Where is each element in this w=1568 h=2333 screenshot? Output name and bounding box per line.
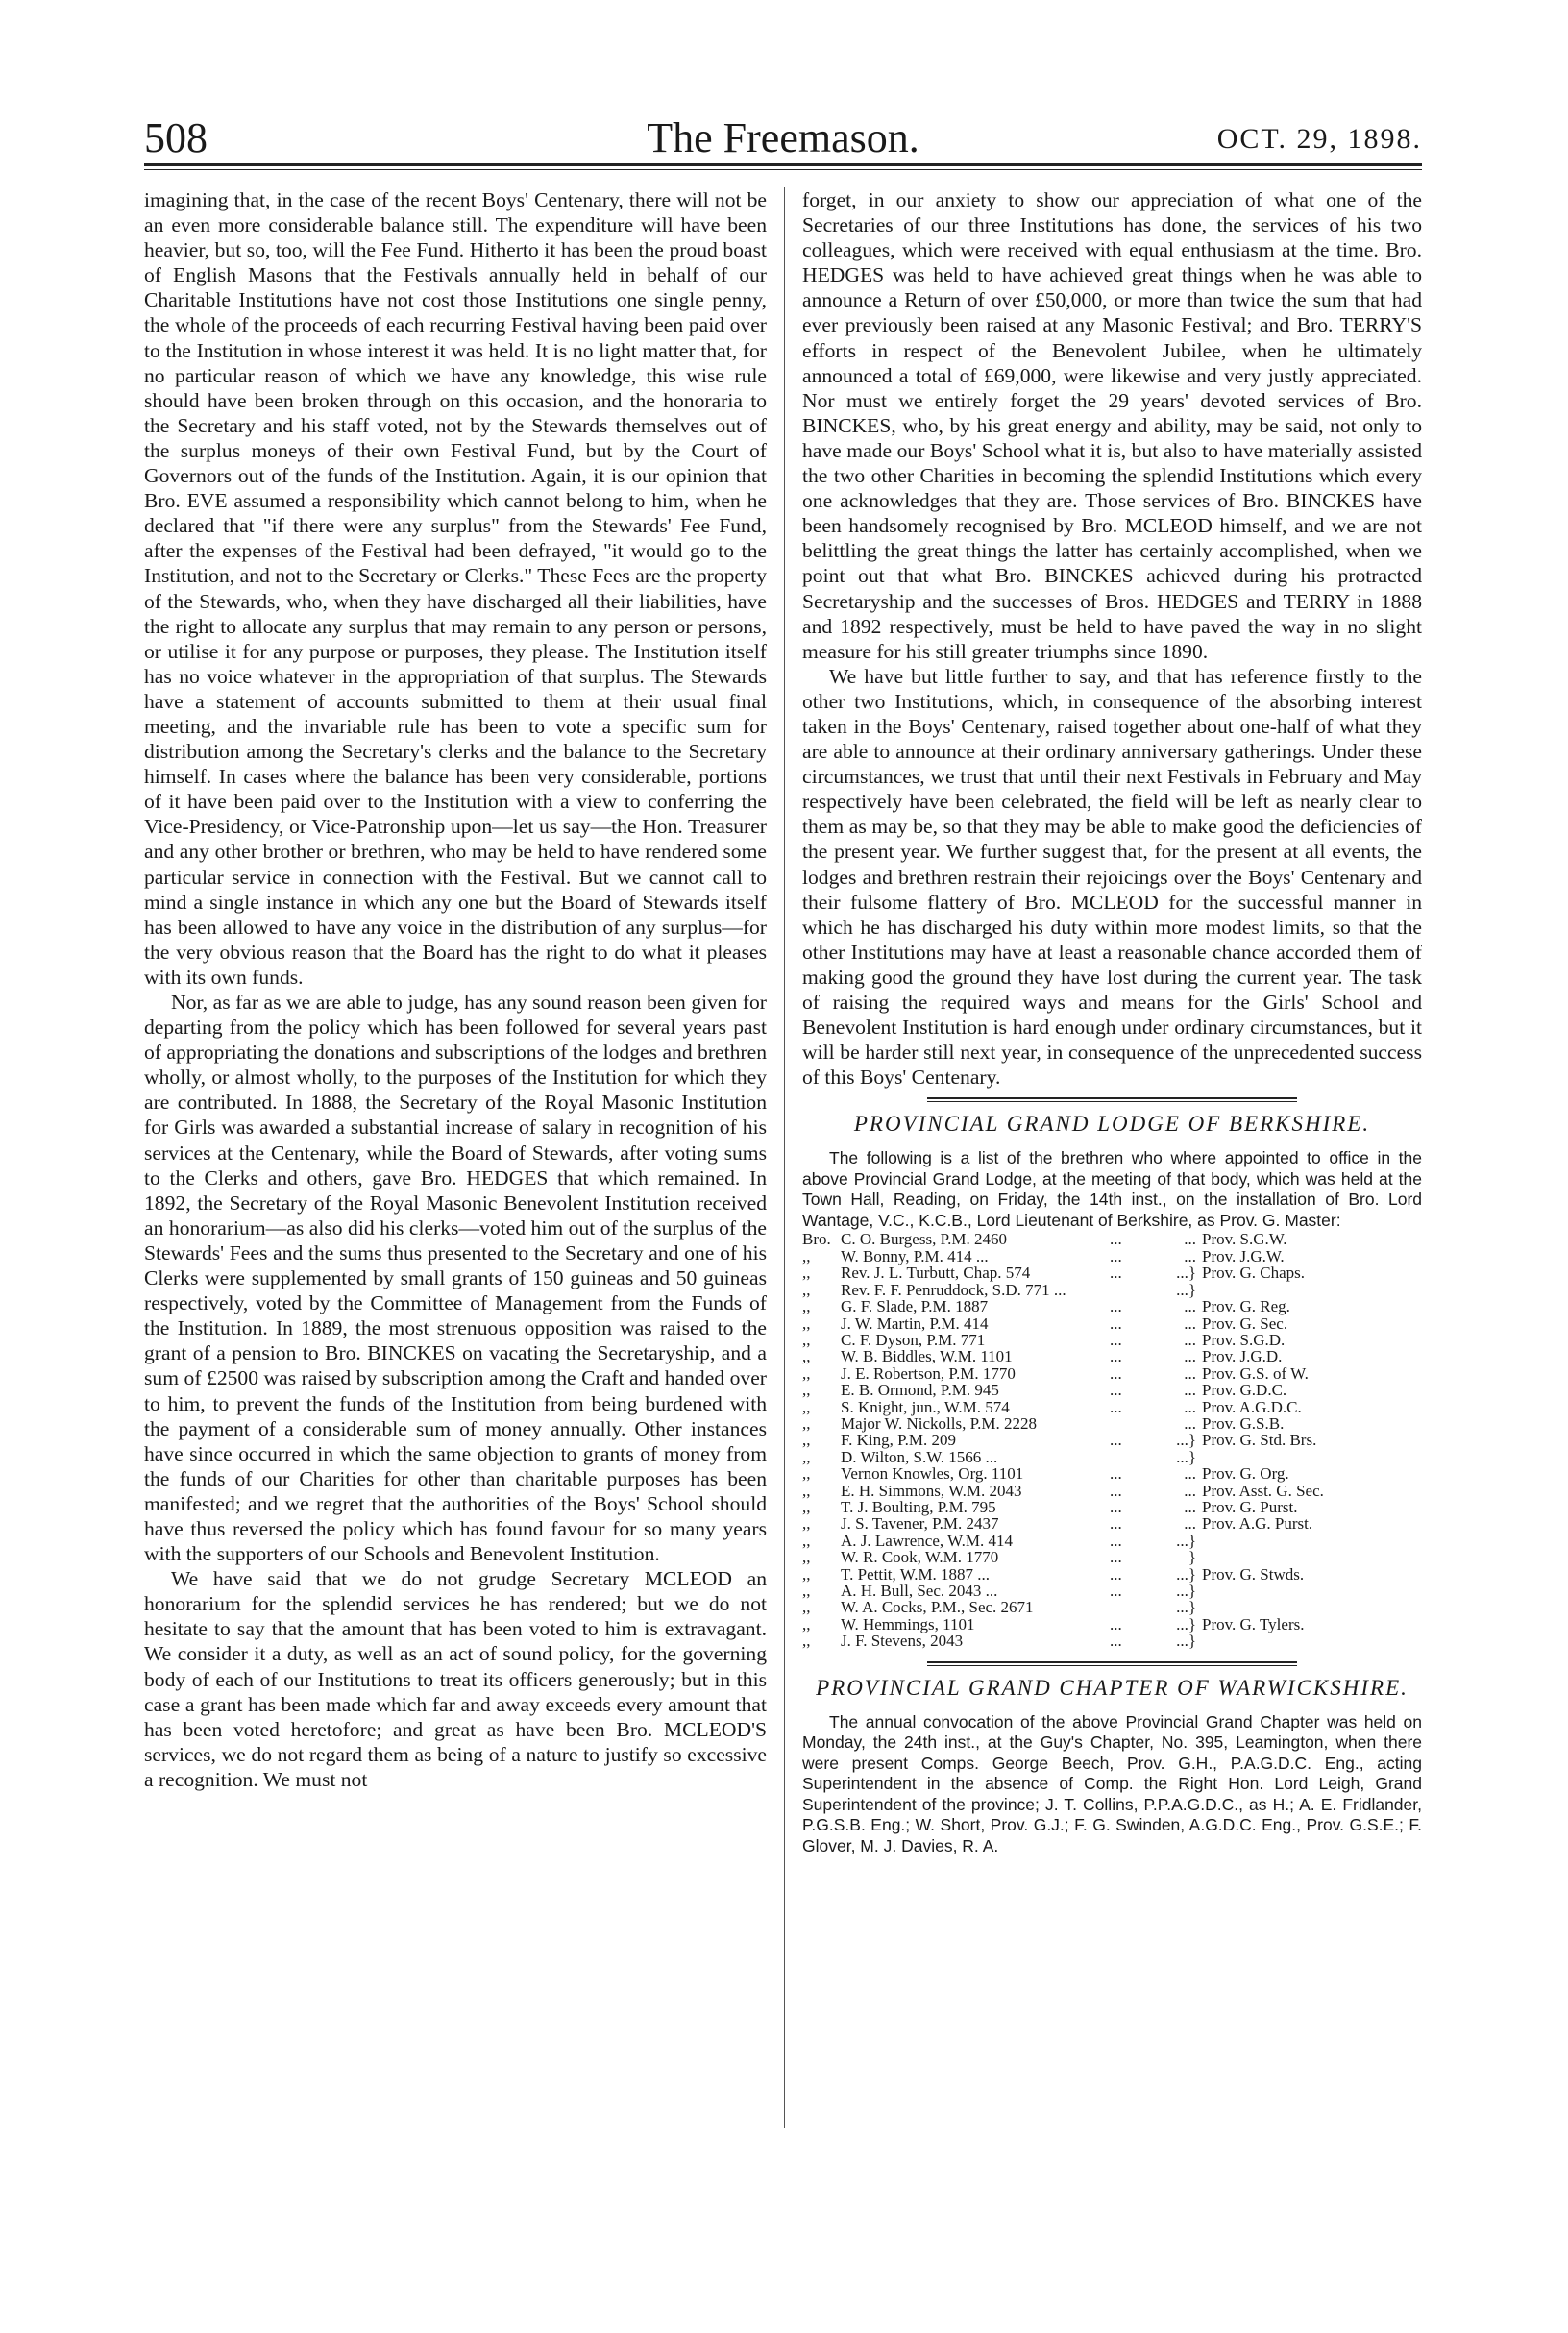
officer-office — [1196, 1583, 1422, 1599]
officer-prefix: ,, — [802, 1582, 811, 1600]
officer-brace: ...} — [1176, 1280, 1196, 1299]
officer-name: E. B. Ormond, P.M. 945 — [841, 1381, 999, 1400]
officer-list — [802, 1231, 1422, 1649]
officer-name: Rev. F. F. Penruddock, S.D. 771 ... — [841, 1280, 1066, 1299]
officer-row — [802, 1465, 1422, 1482]
officer-row — [802, 1231, 1422, 1247]
officer-name: W. Bonny, P.M. 414 ... — [841, 1246, 989, 1265]
officer-prefix: ,, — [802, 1614, 811, 1633]
officer-dots — [1110, 1415, 1167, 1432]
officer-brace: } — [1188, 1548, 1196, 1567]
officer-office: Prov. G. Chaps. — [1202, 1264, 1306, 1283]
officer-brace: ...} — [1176, 1431, 1196, 1450]
officer-name: S. Knight, jun., W.M. 574 — [841, 1397, 1010, 1416]
officer-dots: ... — [1110, 1347, 1122, 1366]
officer-office: Prov. S.G.D. — [1202, 1330, 1286, 1349]
officer-row — [802, 1382, 1422, 1398]
officer-dots: ... — [1110, 1531, 1122, 1550]
officer-name: A. H. Bull, Sec. 2043 ... — [841, 1582, 998, 1600]
officer-name: G. F. Slade, P.M. 1887 — [841, 1297, 989, 1316]
officer-dots: ... — [1110, 1230, 1122, 1249]
officer-office: Prov. J.G.D. — [1202, 1347, 1283, 1366]
officer-prefix: ,, — [802, 1397, 811, 1416]
officer-row — [802, 1566, 1422, 1583]
officer-row — [802, 1399, 1422, 1415]
masthead — [144, 113, 1422, 161]
officer-dots: ... — [1110, 1397, 1122, 1416]
officer-prefix: ,, — [802, 1548, 811, 1567]
officer-brace: ...} — [1176, 1598, 1196, 1617]
officer-dots — [1110, 1599, 1167, 1615]
section-title-warwickshire: PROVINCIAL GRAND CHAPTER OF WARWICKSHIRE. — [816, 1675, 1409, 1700]
officer-name: J. E. Robertson, P.M. 1770 — [841, 1363, 1016, 1383]
officer-row — [802, 1583, 1422, 1599]
officer-row — [802, 1432, 1422, 1448]
officer-office — [1196, 1449, 1422, 1465]
officer-brace: ... — [1184, 1397, 1196, 1416]
newspaper-title: The Freemason. — [647, 114, 919, 161]
officer-row — [802, 1515, 1422, 1532]
right-column — [802, 187, 1422, 1856]
officer-dots: ... — [1110, 1297, 1122, 1316]
officer-dots: ... — [1110, 1246, 1122, 1265]
officer-brace: ... — [1184, 1314, 1196, 1333]
officer-row — [802, 1348, 1422, 1364]
officer-row — [802, 1483, 1422, 1499]
officer-row — [802, 1599, 1422, 1615]
officer-dots: ... — [1110, 1464, 1122, 1484]
officer-brace: ... — [1184, 1330, 1196, 1349]
officer-prefix: ,, — [802, 1246, 811, 1265]
officer-name: J. S. Tavener, P.M. 2437 — [841, 1514, 999, 1534]
officer-name: W. R. Cook, W.M. 1770 — [841, 1548, 999, 1567]
officer-dots — [1110, 1282, 1167, 1298]
officer-brace: ... — [1184, 1347, 1196, 1366]
officer-brace: ...} — [1176, 1582, 1196, 1600]
officer-dots: ... — [1110, 1481, 1122, 1500]
officer-row — [802, 1549, 1422, 1565]
officer-name: J. F. Stevens, 2043 — [841, 1632, 964, 1651]
officer-office: Prov. G. Tylers. — [1202, 1614, 1305, 1633]
officer-dots: ... — [1110, 1431, 1122, 1450]
officer-office — [1196, 1533, 1422, 1549]
officer-dots: ... — [1110, 1330, 1122, 1349]
officer-brace: ...} — [1176, 1531, 1196, 1550]
officer-dots — [1110, 1449, 1167, 1465]
section-rule — [927, 1661, 1297, 1663]
officer-office: Prov. G. Sec. — [1202, 1314, 1288, 1333]
officer-prefix: ,, — [802, 1413, 811, 1433]
officer-brace: ...} — [1176, 1564, 1196, 1584]
article-paragraph: imagining that, in the case of the recent Boys' Centenary, there will not be an even more considerable balance still. The expenditure will have been heavier, but so, too, will the Fee Fund. Hitherto it has been the proud boast of English Masons that the Festivals annually held in behalf of our Charitable Institutions have not cost those Institutions one single penny, the whole of the proceeds of each recurring Festival having been paid over to the Institution in whose interest it was held. It is no light matter that, for no particular reason of which we have any knowledge, this wise rule should have been broken through on this occasion, and the honoraria to the Secretary and his staff voted, not by the Stewards themselves out of the surplus moneys of their own Festival Fund, but by the Court of Governors out of the funds of the Institution. Again, it is our opinion that Bro. EVE assumed a responsibility which cannot belong to him, when he declared that "if there were any surplus" from the Stewards' Fee Fund, after the expenses of the Festival had been defrayed, "it would go to the Institution, and not to the Secretary or Clerks." These Fees are the property of the Stewards, who, when they have discharged all their liabilities, have the right to allocate any surplus that may remain to any person or persons, or utilise it for any purpose or purposes, they please. The Institution itself has no voice whatever in the appropriation of that surplus. The Stewards have a statement of accounts submitted to them at their usual final meeting, and the invariable rule has been to vote a specific sum for distribution among the Secretary's clerks and the balance to the Secretary himself. In cases where the balance has been very considerable, portions of it have been paid over to the Institution with a view to conferring the Vice-Presidency, or Vice-Patronship upon—let us say—the Hon. Treasurer and any other brother or brethren, who may be held to have rendered some particular service in connection with the Festival. But we cannot call to mind a single instance in which any one but the Board of Stewards itself has been allowed to have any voice in the distribution of any surplus—for the very obvious reason that the Board has the right to do what it pleases with its own funds. — [144, 188, 767, 989]
officer-office: Prov. J.G.W. — [1202, 1246, 1285, 1265]
officer-brace: ... — [1184, 1464, 1196, 1484]
article-paragraph: forget, in our anxiety to show our appreciation of what one of the Secretaries of our three Institutions has done, the services of his two colleagues, which were received with equal enthusiasm at the time. Bro. HEDGES was held to have achieved great things when he was able to announce a Return of over £50,000, or more than twice the sum that had ever previously been raised at any Masonic Festival; and Bro. TERRY'S efforts in respect of the Benevolent Jubilee, when he ultimately announced a total of £69,000, were likewise and very justly appreciated. Nor must we entirely forget the 29 years' devoted services of Bro. BINCKES, who, by his great energy and ability, may be said, not only to have made our Boys' School what it is, but also to have materially assisted the two other Charities in becoming the splendid Institutions which every one acknowledges that they are. Those services of Bro. BINCKES have been handsomely recognised by Bro. MCLEOD himself, and we are not belittling the great things the latter has certainly accomplished, when we point out that what Bro. BINCKES achieved during his protracted Secretaryship and the successes of Bros. HEDGES and TERRY in 1888 and 1892 respectively, must be held to have paved the way in no slight measure for his still greater triumphs since 1890. — [802, 188, 1422, 663]
officer-name: W. B. Biddles, W.M. 1101 — [841, 1347, 1013, 1366]
officer-name: F. King, P.M. 209 — [841, 1431, 957, 1450]
officer-dots: ... — [1110, 1314, 1122, 1333]
article-paragraph: We have said that we do not grudge Secretary MCLEOD an honorarium for the splendid services he has rendered; but we do not hesitate to say that the amount that has been voted to him is extravagant. We consider it a duty, as well as an act of sound policy, for the governing body of each of our Institutions to treat its officers generously; but in this case a grant has been made which far and away exceeds every amount that has been voted heretofore; and great as have been Bro. MCLEOD'S services, we do not regard them as being of a nature to justify so excessive a recognition. We must not — [144, 1567, 767, 1791]
berkshire-intro: The following is a list of the brethren who where appointed to office in the above Provincial Grand Lodge, at the meeting of that body, which was held at the Town Hall, Reading, on Friday, the 14th inst., on the installation of Bro. Lord Wantage, V.C., K.C.B., Lord Lieutenant of Berkshire, as Prov. G. Master: — [802, 1148, 1422, 1230]
officer-office: Prov. A.G. Purst. — [1202, 1514, 1313, 1534]
officer-prefix: ,, — [802, 1464, 811, 1484]
officer-dots: ... — [1110, 1264, 1122, 1283]
officer-prefix: ,, — [802, 1280, 811, 1299]
officer-brace: ... — [1184, 1363, 1196, 1383]
officer-row — [802, 1533, 1422, 1549]
officer-dots: ... — [1110, 1497, 1122, 1516]
section-rule-thin — [927, 1101, 1297, 1102]
officer-name: A. J. Lawrence, W.M. 414 — [841, 1531, 1013, 1550]
officer-brace: ... — [1184, 1381, 1196, 1400]
officer-name: W. Hemmings, 1101 — [841, 1614, 975, 1633]
section-rule — [927, 1097, 1297, 1099]
officer-prefix: ,, — [802, 1564, 811, 1584]
left-column — [144, 187, 767, 1792]
section-title-berkshire: PROVINCIAL GRAND LODGE OF BERKSHIRE. — [853, 1112, 1371, 1137]
officer-office — [1196, 1633, 1422, 1649]
officer-name: D. Wilton, S.W. 1566 ... — [841, 1447, 998, 1466]
article-paragraph: Nor, as far as we are able to judge, has any sound reason been given for departing from the policy which has been followed for several years past of appropriating the donations and subscriptions of the lodges and brethren wholly, or almost wholly, to the purposes of the Institution for which they are contributed. In 1888, the Secretary of the Royal Masonic Institution for Girls was awarded a substantial increase of salary in recognition of his services at the Centenary, while the Board of Stewards, after voting sums to the Clerks and others, gave Bro. HEDGES that which remained. In 1892, the Secretary of the Royal Masonic Benevolent Institution received an honorarium—as also did his clerks—voted him out of the surplus of the Stewards' Fees and the sums thus presented to the Secretary and one of his Clerks were supplemented by small grants of 150 guineas and 50 guineas respectively, voted by the Committee of Management from the Funds of the Institution. In 1889, the most strenuous opposition was raised to the grant of a pension to Bro. BINCKES on vacating the Secretaryship, and a sum of £2500 was raised by subscription among the Craft and handed over to him, to prevent the funds of the Institution from being burdened with the payment of a considerable sum of money annually. Other instances have since occurred in which the same objection to grants of money from the funds of our Charities for other than charitable purposes has been manifested; and we regret that the authorities of the Boys' School should have thus reversed the policy which has found favour for so many years with the supporters of our Schools and Benevolent Institution. — [144, 991, 767, 1566]
officer-prefix: ,, — [802, 1297, 811, 1316]
officer-office: Prov. G.D.C. — [1202, 1381, 1287, 1400]
officer-name: E. H. Simmons, W.M. 2043 — [841, 1481, 1022, 1500]
officer-brace: ...} — [1176, 1264, 1196, 1283]
officer-row — [802, 1298, 1422, 1314]
officer-office: Prov. G. Purst. — [1202, 1497, 1298, 1516]
officer-dots: ... — [1110, 1548, 1122, 1567]
officer-row — [802, 1332, 1422, 1348]
officer-name: Rev. J. L. Turbutt, Chap. 574 — [841, 1264, 1031, 1283]
officer-office — [1196, 1549, 1422, 1565]
officer-name: C. F. Dyson, P.M. 771 — [841, 1330, 986, 1349]
officer-office: Prov. S.G.W. — [1202, 1230, 1287, 1249]
warwickshire-intro: The annual convocation of the above Provincial Grand Chapter was held on Monday, the 24th inst., at the Guy's Chapter, No. 395, Leamington, when there were present Comps. George Beech, Prov. G.H., P.A.G.D.C. Eng., acting Superintendent in the absence of Comp. the Right Hon. Lord Leigh, Grand Superintendent of the province; J. T. Collins, P.P.A.G.D.C., as H.; A. E. Fridlander, P.G.S.B. Eng.; W. Short, Prov. G.J.; F. G. Swinden, A.G.D.C. Eng., Prov. G.S.E.; F. Glover, M. J. Davies, R. A. — [802, 1711, 1422, 1855]
officer-row — [802, 1365, 1422, 1382]
officer-row — [802, 1265, 1422, 1281]
officer-name: J. W. Martin, P.M. 414 — [841, 1314, 989, 1333]
officer-office: Prov. G. Org. — [1202, 1464, 1289, 1484]
officer-prefix: ,, — [802, 1514, 811, 1534]
officer-dots: ... — [1110, 1363, 1122, 1383]
officer-office — [1196, 1282, 1422, 1298]
officer-row — [802, 1449, 1422, 1465]
officer-prefix: ,, — [802, 1363, 811, 1383]
officer-prefix: Bro. — [802, 1230, 831, 1249]
officer-prefix: ,, — [802, 1598, 811, 1617]
officer-prefix: ,, — [802, 1330, 811, 1349]
officer-row — [802, 1415, 1422, 1432]
officer-brace: ... — [1184, 1246, 1196, 1265]
section-rule-thin — [927, 1665, 1297, 1666]
officer-office: Prov. G. Std. Brs. — [1202, 1431, 1317, 1450]
officer-office: Prov. A.G.D.C. — [1202, 1397, 1302, 1416]
officer-dots: ... — [1110, 1632, 1122, 1651]
officer-brace: ... — [1184, 1230, 1196, 1249]
officer-dots: ... — [1110, 1614, 1122, 1633]
officer-brace: ...} — [1176, 1447, 1196, 1466]
officer-row — [802, 1315, 1422, 1332]
officer-name: Vernon Knowles, Org. 1101 — [841, 1464, 1024, 1484]
officer-brace: ... — [1184, 1497, 1196, 1516]
page-number: 508 — [144, 114, 208, 161]
officer-row — [802, 1616, 1422, 1633]
officer-prefix: ,, — [802, 1264, 811, 1283]
officer-prefix: ,, — [802, 1347, 811, 1366]
officer-prefix: ,, — [802, 1481, 811, 1500]
officer-brace: ... — [1184, 1481, 1196, 1500]
issue-date: OCT. 29, 1898. — [1216, 123, 1422, 155]
officer-name: T. Pettit, W.M. 1887 ... — [841, 1564, 991, 1584]
officer-brace: ... — [1184, 1297, 1196, 1316]
officer-dots: ... — [1110, 1381, 1122, 1400]
officer-dots: ... — [1110, 1582, 1122, 1600]
officer-name: Major W. Nickolls, P.M. 2228 — [841, 1413, 1038, 1433]
officer-prefix: ,, — [802, 1632, 811, 1651]
officer-office: Prov. G.S.B. — [1202, 1413, 1285, 1433]
officer-prefix: ,, — [802, 1447, 811, 1466]
officer-brace: ...} — [1176, 1614, 1196, 1633]
officer-brace: ... — [1184, 1514, 1196, 1534]
officer-office — [1196, 1599, 1422, 1615]
officer-office: Prov. G. Reg. — [1202, 1297, 1290, 1316]
officer-brace: ... — [1184, 1413, 1196, 1433]
officer-prefix: ,, — [802, 1314, 811, 1333]
officer-prefix: ,, — [802, 1531, 811, 1550]
officer-brace: ...} — [1176, 1632, 1196, 1651]
officer-prefix: ,, — [802, 1431, 811, 1450]
officer-name: T. J. Boulting, P.M. 795 — [841, 1497, 996, 1516]
officer-row — [802, 1633, 1422, 1649]
officer-office: Prov. G.S. of W. — [1202, 1363, 1309, 1383]
officer-prefix: ,, — [802, 1381, 811, 1400]
officer-office: Prov. Asst. G. Sec. — [1202, 1481, 1324, 1500]
officer-name: W. A. Cocks, P.M., Sec. 2671 — [841, 1598, 1034, 1617]
officer-prefix: ,, — [802, 1497, 811, 1516]
officer-name: C. O. Burgess, P.M. 2460 — [841, 1230, 1008, 1249]
article-paragraph: We have but little further to say, and that has reference firstly to the other two Institutions, which, in consequence of the absorbing interest taken in the Boys' Centenary, raised together about one-half of what they are able to announce at their ordinary anniversary gatherings. Under these circumstances, we trust that until their next Festivals in February and May respectively have been celebrated, the field will be left as nearly clear to them as may be, so that they may be able to make good the deficiencies of the present year. We further suggest that, for the present at all events, the lodges and brethren restrain their rejoicings over the Boys' Centenary and their fulsome flattery of Bro. MCLEOD for the successful manner in which he has discharged his duty within more modest limits, so that the other Institutions may have at least a reasonable chance accorded them of making good the ground they have lost during the current year. The task of raising the required ways and means for the Girls' School and Benevolent Institution is hard enough under ordinary circumstances, but it will be harder still next year, in consequence of the unprecedented success of this Boys' Centenary. — [802, 664, 1422, 1090]
officer-row — [802, 1248, 1422, 1265]
officer-dots: ... — [1110, 1564, 1122, 1584]
header-rule-thin — [144, 169, 1422, 170]
officer-dots: ... — [1110, 1514, 1122, 1534]
column-divider — [784, 187, 785, 2128]
header-rule — [144, 163, 1422, 166]
officer-row — [802, 1499, 1422, 1515]
officer-row — [802, 1282, 1422, 1298]
officer-office: Prov. G. Stwds. — [1202, 1564, 1305, 1584]
